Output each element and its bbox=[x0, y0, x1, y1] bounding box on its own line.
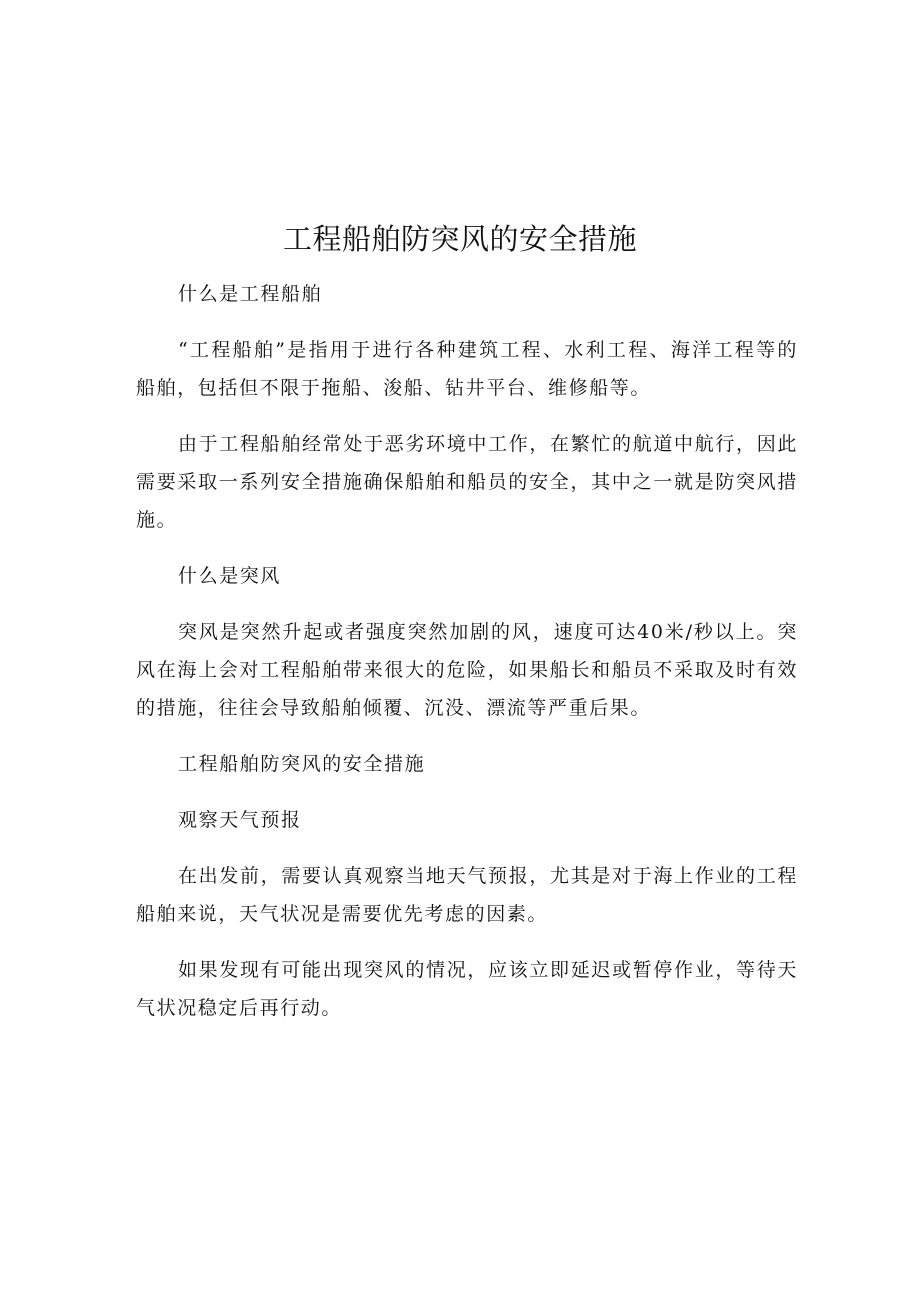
document-title: 工程船舶防突风的安全措施 bbox=[282, 222, 637, 256]
heading-what-is-engineering-ship: 什么是工程船舶 bbox=[178, 283, 323, 305]
paragraph-definition: “工程船舶”是指用于进行各种建筑工程、水利工程、海洋工程等的船舶，包括但不限于拖船、浚船、钻井平台、维修船等。 bbox=[136, 339, 798, 399]
paragraph-check-forecast: 在出发前，需要认真观察当地天气预报，尤其是对于海上作业的工程船舶来说，天气状况是需要优先考虑的因素。 bbox=[136, 865, 798, 925]
heading-safety-measures: 工程船舶防突风的安全措施 bbox=[178, 753, 426, 775]
paragraph-gust-definition: 突风是突然升起或者强度突然加剧的风，速度可达40米/秒以上。突风在海上会对工程船舶带来很大的危险，如果船长和船员不采取及时有效的措施，往往会导致船舶倾覆、沉没、漂流等严重后果。 bbox=[136, 621, 798, 719]
paragraph-safety-need: 由于工程船舶经常处于恶劣环境中工作，在繁忙的航道中航行，因此需要采取一系列安全措施确保船舶和船员的安全，其中之一就是防突风措施。 bbox=[136, 433, 798, 531]
heading-weather-forecast: 观察天气预报 bbox=[178, 809, 302, 831]
paragraph-delay-operation: 如果发现有可能出现突风的情况，应该立即延迟或暂停作业，等待天气状况稳定后再行动。 bbox=[136, 959, 798, 1019]
heading-what-is-gust: 什么是突风 bbox=[178, 565, 282, 587]
document-body bbox=[136, 275, 798, 1027]
